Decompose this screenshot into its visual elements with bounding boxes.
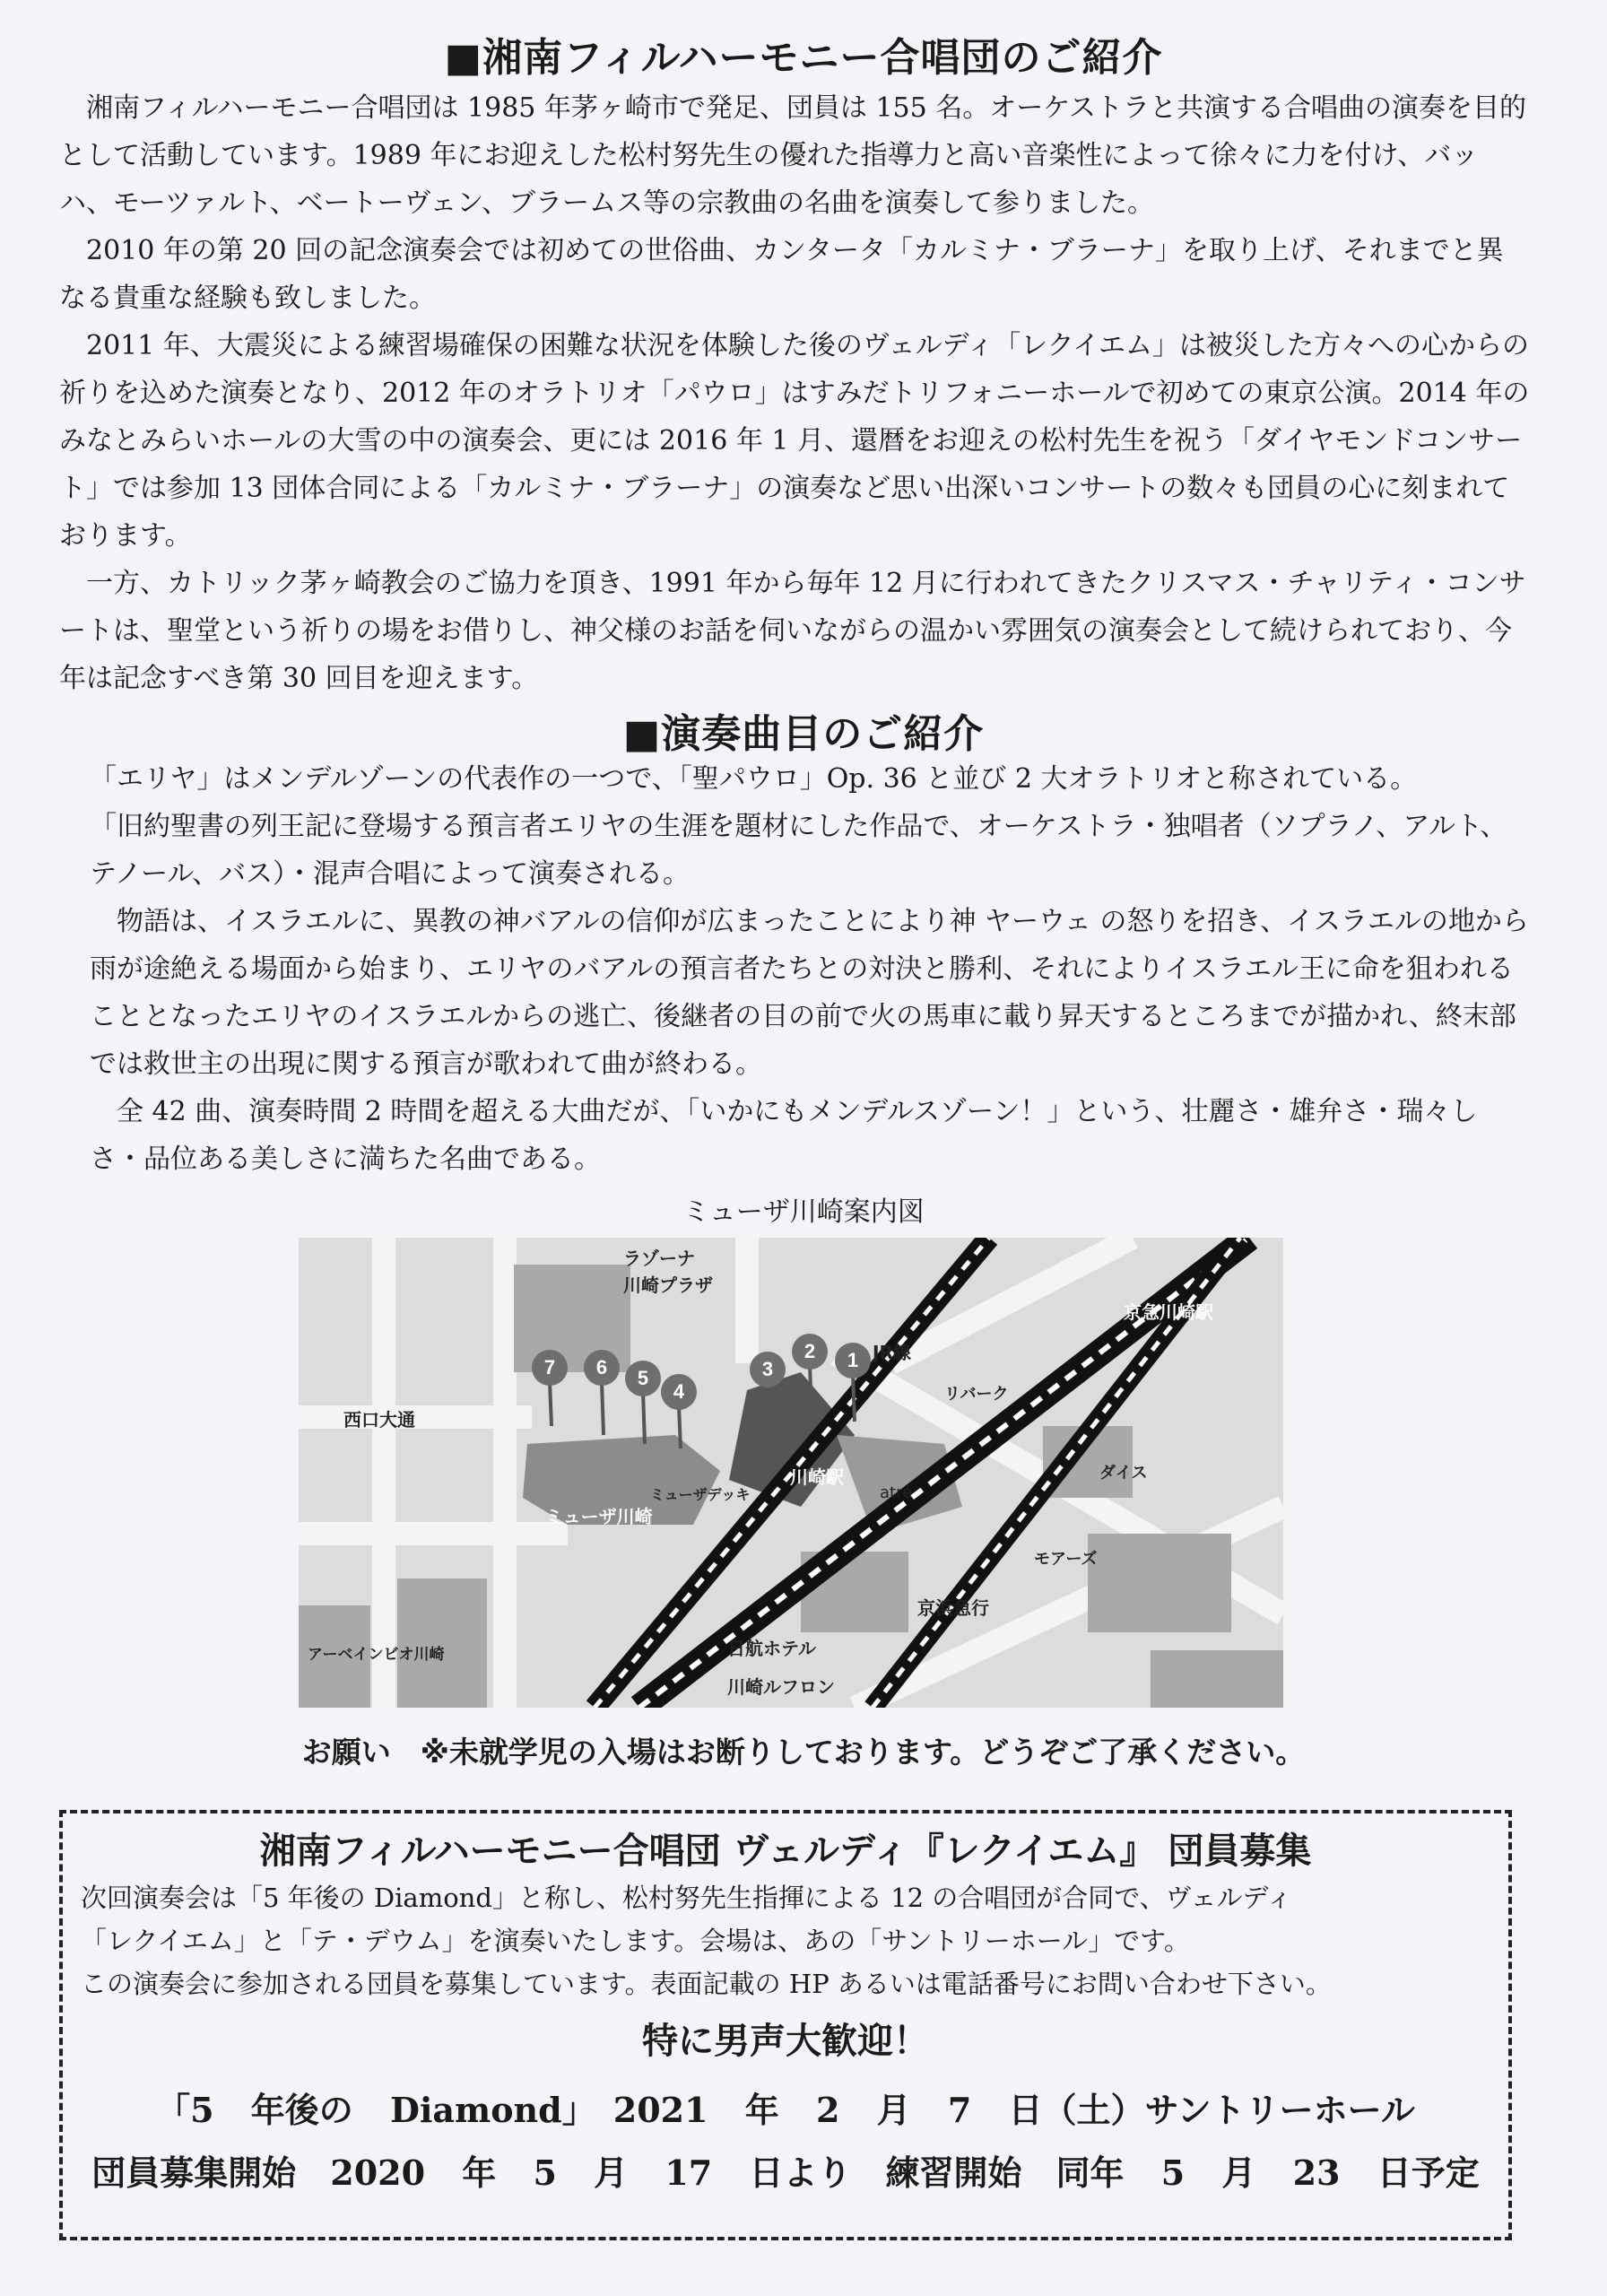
svg-text:7: 7 <box>543 1356 556 1378</box>
recruit-line: 次回演奏会は「5 年後の Diamond」と称し、松村努先生指揮による 12 の合唱団が合同で、ヴェルディ <box>81 1883 1293 1913</box>
program-paragraph: 物語は、イスラエルに、異教の神バアルの信仰が広まったことにより神 ヤーウェ の怒りを招き、イスラエルの地から雨が途絶える場面から始まり、エリヤのバアルの預言者たちとの対決と勝利、それによりイスラエル王に命を狙われることとなったエリヤのイスラエルからの逃亡、後継者の目の前で火の馬車に載り昇天するところまでが描かれ、終末部では救世主の出現に関する預言が歌われて曲が終わる。 <box>90 906 1529 1080</box>
map-label-riverk: リバーク <box>944 1385 1009 1404</box>
map-label-station: 川崎駅 <box>790 1466 844 1488</box>
recruitment-box <box>59 1810 1512 2240</box>
map-label-atre: atré <box>880 1483 913 1502</box>
svg-text:6: 6 <box>595 1356 608 1378</box>
map-label-muza: ミューザ川崎 <box>545 1506 653 1527</box>
recruit-line: この演奏会に参加される団員を募集しています。表面記載の HP あるいは電話番号にお問い合わせ下さい。 <box>81 1969 1332 1999</box>
intro-paragraph: 2011 年、大震災による練習場確保の困難な状況を体験した後のヴェルディ「レクイエム」は被災した方々への心からの祈りを込めた演奏となり、2012 年のオラトリオ「パウロ」はすみだトリフォニーホールで初めての東京公演。2014 年のみなとみらいホールの大雪の中の演奏会、更には 2016 年 1 月、還暦をお迎えの松村先生を祝う「ダイヤモンドコンサート」では参加 13 団体合同による「カルミナ・ブラーナ」の演奏など思い出深いコンサートの数々も団員の心に刻まれております。 <box>59 330 1530 552</box>
program-body <box>59 755 1530 1183</box>
map-label-lufron: 川崎ルフロン <box>727 1676 835 1698</box>
program-paragraph: 「エリヤ」はメンデルゾーンの代表作の一つで、「聖パウロ」Op. 36 と並び 2 大オラトリオと称されている。 <box>90 763 1418 795</box>
svg-text:3: 3 <box>761 1358 774 1380</box>
recruit-welcome: 特に男声大歓迎！ <box>642 2021 929 2062</box>
svg-text:2: 2 <box>804 1340 816 1362</box>
program-paragraph: 「旧約聖書の列王記に登場する預言者エリヤの生涯を題材にした作品で、オーケストラ・独唱者（ソプラノ、アルト、テノール、バス）・混声合唱によって演奏される。 <box>90 811 1507 890</box>
map-label-nishiguchi: 西口大通 <box>343 1409 415 1431</box>
map-label-muza-deck: ミューザデッキ <box>650 1486 751 1503</box>
map-label-keikyu-station: 京急川崎駅 <box>1124 1301 1213 1323</box>
map-label-lazona: ラゾーナ <box>623 1248 695 1269</box>
intro-paragraph: 2010 年の第 20 回の記念演奏会では初めての世俗曲、カンタータ「カルミナ・ブラーナ」を取り上げ、それまでと異なる貴重な経験も致しました。 <box>59 235 1504 314</box>
map-label-lazona-plaza: 川崎プラザ <box>623 1274 713 1296</box>
map-title: ミューザ川崎案内図 <box>682 1196 925 1228</box>
intro-body <box>59 84 1530 702</box>
recruit-event-line: 「5 年後の Diamond」 2021 年 2 月 7 日（土）サントリーホール <box>156 2090 1415 2130</box>
svg-text:4: 4 <box>673 1380 685 1403</box>
access-map <box>299 1238 1283 1708</box>
map-label-jal-hotel: 日航ホテル <box>727 1638 816 1659</box>
map-label-jr: JR線 <box>873 1342 911 1363</box>
recruit-title: 湘南フィルハーモニー合唱団 ヴェルディ『レクイエム』 団員募集 <box>259 1831 1312 1872</box>
recruit-body <box>81 1876 1498 2005</box>
recruit-schedule-line: 団員募集開始 2020 年 5 月 17 日より 練習開始 同年 5 月 23 日予定 <box>91 2152 1480 2193</box>
program-heading: ■演奏曲目のご紹介 <box>622 711 985 757</box>
map-label-daiso: ダイス <box>1099 1464 1148 1483</box>
intro-heading: ■湘南フィルハーモニー合唱団のご紹介 <box>444 35 1163 81</box>
program-paragraph: 全 42 曲、演奏時間 2 時間を超える大曲だが、「いかにもメンデルスゾーン！」という、壮麗さ・雄弁さ・瑞々しさ・品位ある美しさに満ちた名曲である。 <box>90 1096 1478 1175</box>
svg-text:1: 1 <box>847 1349 859 1371</box>
map-label-mores: モアーズ <box>1034 1550 1098 1569</box>
map-label-keikyu-line: 京浜急行 <box>917 1597 989 1619</box>
intro-paragraph: 一方、カトリック茅ヶ崎教会のご協力を頂き、1991 年から毎年 12 月に行われてきたクリスマス・チャリティ・コンサートは、聖堂という祈りの場をお借りし、神父様のお話を伺いながらの温かい雰囲気の演奏会として続けられており、今年は記念すべき第 30 回目を迎えます。 <box>59 568 1526 694</box>
map-label-urbanpia: アーベインビオ川崎 <box>308 1646 445 1664</box>
intro-paragraph: 湘南フィルハーモニー合唱団は 1985 年茅ヶ崎市で発足、団員は 155 名。オーケストラと共演する合唱曲の演奏を目的として活動しています。1989 年にお迎えした松村努先生の優れた指導力と高い音楽性によって徐々に力を付け、バッハ、モーツァルト、ベートーヴェン、ブラームス等の宗教曲の名曲を演奏して参りました。 <box>59 92 1527 219</box>
admission-notice: お願い ※未就学児の入場はお断りしております。どうぞご了承ください。 <box>301 1735 1306 1770</box>
recruit-line: 「レクイエム」と「テ・デウム」を演奏いたします。会場は、あの「サントリーホール」です。 <box>81 1926 1190 1956</box>
svg-text:5: 5 <box>637 1367 649 1389</box>
